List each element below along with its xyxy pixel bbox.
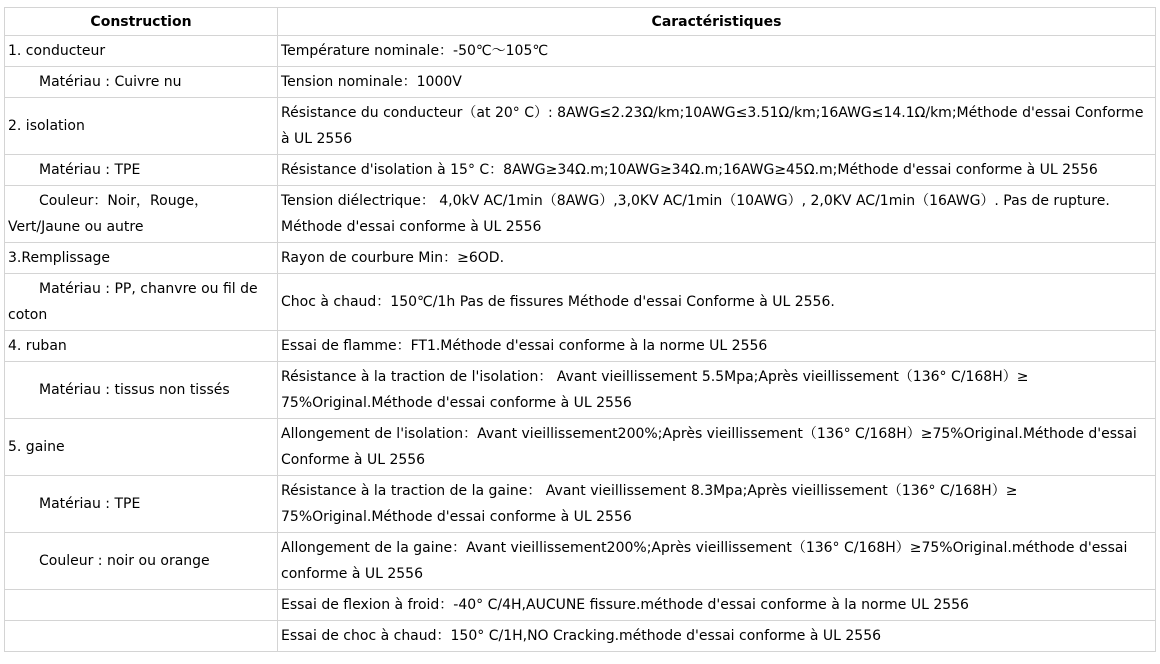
construction-cell xyxy=(5,621,278,652)
caracteristique-cell: Tension diélectrique： 4,0kV AC/1min（8AWG）,3,0KV AC/1min（10AWG）, 2,0KV AC/1min（16AWG）. Pas de rupture. Méthode d'essai conforme à UL 2556 xyxy=(278,186,1156,243)
table-row xyxy=(5,186,1156,243)
header-construction: Construction xyxy=(5,8,278,36)
header-caracteristiques: Caractéristiques xyxy=(278,8,1156,36)
table-row xyxy=(5,590,1156,621)
table-row xyxy=(5,362,1156,419)
table-row xyxy=(5,243,1156,274)
construction-cell: Couleur：Noir，Rouge，Vert/Jaune ou autre xyxy=(5,186,278,243)
table-row xyxy=(5,533,1156,590)
table-row xyxy=(5,419,1156,476)
caracteristique-cell: Résistance à la traction de l'isolation： Avant vieillissement 5.5Mpa;Après vieillissement（136° C/168H）≥ 75%Original.Méthode d'essai conforme à UL 2556 xyxy=(278,362,1156,419)
construction-cell: Matériau : TPE xyxy=(5,476,278,533)
caracteristique-cell: Température nominale：-50℃～105℃ xyxy=(278,36,1156,67)
caracteristique-cell: Essai de flamme：FT1.Méthode d'essai conforme à la norme UL 2556 xyxy=(278,331,1156,362)
construction-cell xyxy=(5,590,278,621)
table-row xyxy=(5,331,1156,362)
caracteristique-cell: Tension nominale：1000V xyxy=(278,67,1156,98)
caracteristique-cell: Rayon de courbure Min：≥6OD. xyxy=(278,243,1156,274)
table-row xyxy=(5,67,1156,98)
construction-cell: Matériau : tissus non tissés xyxy=(5,362,278,419)
spec-table xyxy=(4,7,1156,652)
table-row xyxy=(5,476,1156,533)
header-row xyxy=(5,8,1156,36)
construction-cell: 3.Remplissage xyxy=(5,243,278,274)
construction-cell: 1. conducteur xyxy=(5,36,278,67)
caracteristique-cell: Allongement de la gaine：Avant vieillissement200%;Après vieillissement（136° C/168H）≥75%Original.méthode d'essai conforme à UL 2556 xyxy=(278,533,1156,590)
construction-cell: Matériau : Cuivre nu xyxy=(5,67,278,98)
construction-cell: 5. gaine xyxy=(5,419,278,476)
construction-cell: 2. isolation xyxy=(5,98,278,155)
caracteristique-cell: Résistance d'isolation à 15° C：8AWG≥34Ω.m;10AWG≥34Ω.m;16AWG≥45Ω.m;Méthode d'essai conforme à UL 2556 xyxy=(278,155,1156,186)
caracteristique-cell: Essai de choc à chaud：150° C/1H,NO Cracking.méthode d'essai conforme à UL 2556 xyxy=(278,621,1156,652)
table-row xyxy=(5,36,1156,67)
caracteristique-cell: Allongement de l'isolation：Avant vieillissement200%;Après vieillissement（136° C/168H）≥75%Original.Méthode d'essai Conforme à UL 2556 xyxy=(278,419,1156,476)
table-row xyxy=(5,155,1156,186)
table-row xyxy=(5,274,1156,331)
construction-cell: Couleur : noir ou orange xyxy=(5,533,278,590)
construction-cell: Matériau : TPE xyxy=(5,155,278,186)
construction-cell: 4. ruban xyxy=(5,331,278,362)
caracteristique-cell: Choc à chaud：150℃/1h Pas de fissures Méthode d'essai Conforme à UL 2556. xyxy=(278,274,1156,331)
table-row xyxy=(5,621,1156,652)
table-row xyxy=(5,98,1156,155)
caracteristique-cell: Résistance du conducteur（at 20° C）: 8AWG≤2.23Ω/km;10AWG≤3.51Ω/km;16AWG≤14.1Ω/km;Méthode d'essai Conforme à UL 2556 xyxy=(278,98,1156,155)
construction-cell: Matériau : PP, chanvre ou fil de coton xyxy=(5,274,278,331)
caracteristique-cell: Résistance à la traction de la gaine： Avant vieillissement 8.3Mpa;Après vieillissement（136° C/168H）≥ 75%Original.Méthode d'essai conforme à UL 2556 xyxy=(278,476,1156,533)
caracteristique-cell: Essai de flexion à froid：-40° C/4H,AUCUNE fissure.méthode d'essai conforme à la norme UL 2556 xyxy=(278,590,1156,621)
